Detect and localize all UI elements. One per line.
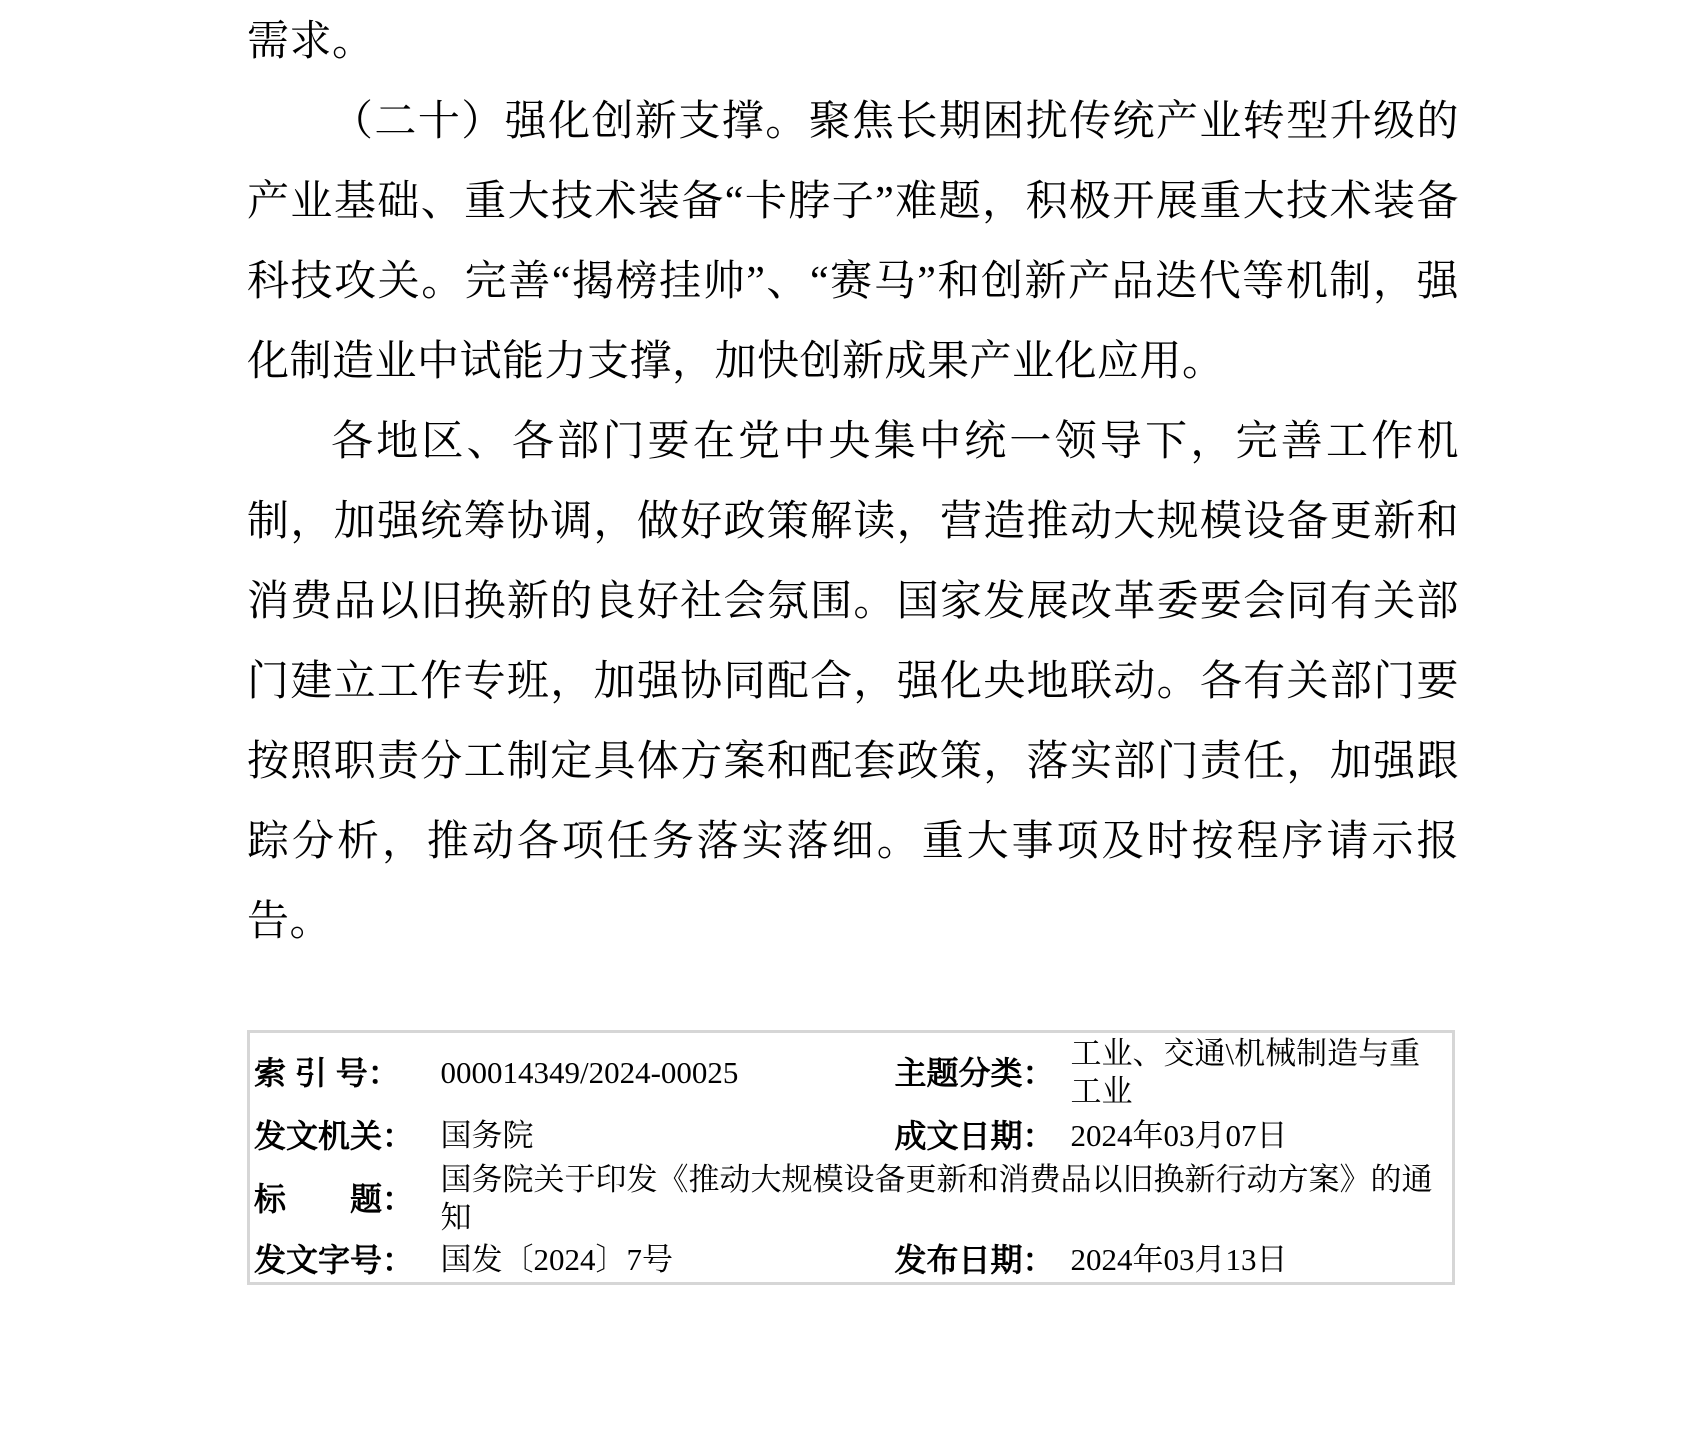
table-row-index xyxy=(249,1032,1454,1114)
doc-number-label: 发文字号： xyxy=(254,1242,415,1279)
index-number-label: 索 引 号： xyxy=(254,1055,400,1091)
body-paragraph-continuation: 需求。 xyxy=(247,19,375,65)
document-metadata-table xyxy=(247,1030,1455,1285)
issuing-agency-value: 国务院 xyxy=(440,1118,534,1153)
doc-title-value: 国务院关于印发《推动大规模设备更新和消费品以旧换新行动方案》的通知 xyxy=(440,1162,1433,1235)
publish-date-value: 2024年03月13日 xyxy=(1070,1242,1288,1278)
doc-number-value: 国发〔2024〕7号 xyxy=(440,1242,673,1278)
table-row-number xyxy=(249,1239,1454,1283)
publish-date-label: 发布日期： xyxy=(894,1242,1055,1279)
body-paragraph-clause-20: （二十）强化创新支撑。聚焦长期困扰传统产业转型升级的产业基础、重大技术装备“卡脖子”难题，积极开展重大技术装备科技攻关。完善“揭榜挂帅”、“赛马”和创新产品迭代等机制，强化制造业中试能力支撑，加快创新成果产业化应用。 xyxy=(247,99,1459,385)
topic-category-value: 工业、交通\机械制造与重工业 xyxy=(1070,1036,1421,1109)
body-paragraph-closing: 各地区、各部门要在党中央集中统一领导下，完善工作机制，加强统筹协调，做好政策解读，营造推动大规模设备更新和消费品以旧换新的良好社会氛围。国家发展改革委要会同有关部门建立工作专班，加强协同配合，强化央地联动。各有关部门要按照职责分工制定具体方案和配套政策，落实部门责任，加强跟踪分析，推动各项任务落实落细。重大事项及时按程序请示报告。 xyxy=(247,419,1459,945)
index-number-value: 000014349/2024-00025 xyxy=(440,1055,739,1090)
table-row-title xyxy=(249,1159,1454,1239)
table-row-agency xyxy=(249,1113,1454,1159)
written-date-value: 2024年03月07日 xyxy=(1070,1118,1288,1153)
topic-category-label: 主题分类： xyxy=(894,1055,1055,1091)
doc-title-label: 标 题： xyxy=(254,1181,415,1217)
written-date-label: 成文日期： xyxy=(894,1118,1055,1154)
document-body xyxy=(247,2,1459,962)
issuing-agency-label: 发文机关： xyxy=(254,1118,415,1154)
